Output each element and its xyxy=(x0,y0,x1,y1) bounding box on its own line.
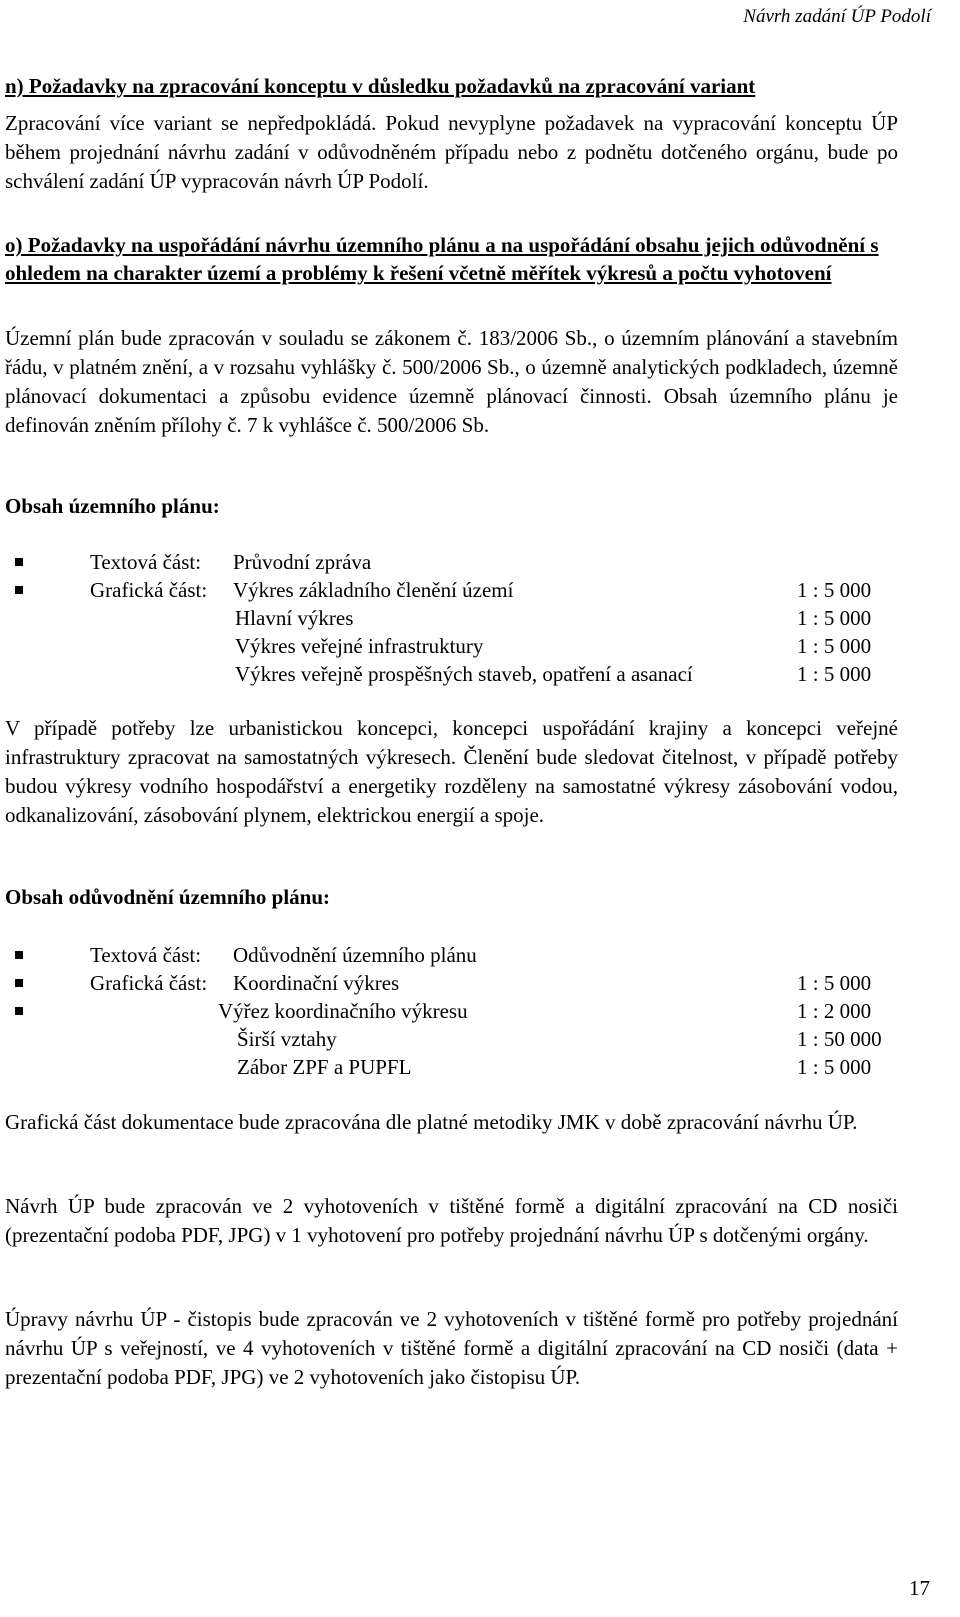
obsah-oduvodneni-heading: Obsah odůvodnění územního plánu: xyxy=(5,885,331,909)
item-text: Zábor ZPF a PUPFL xyxy=(237,1055,412,1079)
item-label: Grafická část: xyxy=(90,971,208,995)
list-item xyxy=(5,1025,898,1053)
item-text: Hlavní výkres xyxy=(235,606,354,630)
bullet-icon xyxy=(15,951,23,959)
section-o-heading: o) Požadavky na uspořádání návrhu územního plánu a na uspořádání obsahu jejich odůvodnění s ohledem na charakter území a problémy k řešení včetně měřítek výkresů a počtu vyhotovení xyxy=(5,233,879,285)
paragraph-graficka-cast: Grafická část dokumentace bude zpracována dle platné metodiky JMK v době zpracování návrhu ÚP. xyxy=(5,1110,858,1134)
list-item xyxy=(5,604,898,632)
obsah-up-paragraph: V případě potřeby lze urbanistickou koncepci, koncepci uspořádání krajiny a koncepci veřejné infrastruktury zpracovat na samostatných výkresech. Členění bude sledovat čitelnost, v případě potřeby budou výkresy vodního hospodářství a energetiky rozděleny na samostatné výkresy zásobování vodou, odkanalizování, zásobování plynem, elektrickou energií a spoje. xyxy=(5,716,898,827)
paragraph-navrh-up: Návrh ÚP bude zpracován ve 2 vyhotoveních v tištěné formě a digitální zpracování na CD nosiči (prezentační podoba PDF, JPG) v 1 vyhotovení pro potřeby projednání návrhu ÚP s dotčenými orgány. xyxy=(5,1194,898,1247)
obsah-up-heading: Obsah územního plánu: xyxy=(5,494,220,518)
item-scale: 1 : 5 000 xyxy=(797,662,872,686)
item-text: Výřez koordinačního výkresu xyxy=(218,999,468,1023)
item-label: Textová část: xyxy=(90,550,202,574)
item-text: Výkres základního členění území xyxy=(233,578,514,602)
item-label: Textová část: xyxy=(90,943,202,967)
list-item xyxy=(5,1053,898,1081)
list-item xyxy=(5,941,898,969)
item-scale: 1 : 2 000 xyxy=(797,999,872,1023)
section-o-paragraph: Územní plán bude zpracován v souladu se zákonem č. 183/2006 Sb., o územním plánování a stavebním řádu, v platném znění, a v rozsahu vyhlášky č. 500/2006 Sb., o územně analytických podkladech, územně plánovací dokumentaci a způsobu evidence územně plánovací činnosti. Obsah územního plánu je definován zněním přílohy č. 7 k vyhlášce č. 500/2006 Sb. xyxy=(5,326,898,437)
item-text: Koordinační výkres xyxy=(233,971,400,995)
list-item xyxy=(5,969,898,997)
section-n-paragraph: Zpracování více variant se nepředpokládá. Pokud nevyplyne požadavek na vypracování konceptu ÚP během projednání návrhu zadání v odůvodněném případu nebo z podnětu dotčeného orgánu, bude po schválení zadání ÚP vypracován návrh ÚP Podolí. xyxy=(5,111,898,193)
list-item xyxy=(5,576,898,604)
list-item xyxy=(5,997,898,1025)
item-scale: 1 : 5 000 xyxy=(797,578,872,602)
item-label: Grafická část: xyxy=(90,578,208,602)
page-number: 17 xyxy=(909,1576,930,1600)
bullet-icon xyxy=(15,979,23,987)
item-text: Odůvodnění územního plánu xyxy=(233,943,477,967)
bullet-icon xyxy=(15,1007,23,1015)
bullet-icon xyxy=(15,558,23,566)
item-scale: 1 : 5 000 xyxy=(797,634,872,658)
item-text: Výkres veřejné infrastruktury xyxy=(235,634,484,658)
section-n-heading: n) Požadavky na zpracování konceptu v důsledku požadavků na zpracování variant xyxy=(5,74,756,98)
item-scale: 1 : 5 000 xyxy=(797,1055,872,1079)
item-text: Výkres veřejně prospěšných staveb, opatření a asanací xyxy=(235,662,693,686)
item-text: Průvodní zpráva xyxy=(233,550,372,574)
item-scale: 1 : 5 000 xyxy=(797,971,872,995)
list-item xyxy=(5,632,898,660)
item-scale: 1 : 50 000 xyxy=(797,1027,882,1051)
list-item xyxy=(5,660,898,688)
item-text: Širší vztahy xyxy=(237,1027,337,1051)
paragraph-upravy-navrhu: Úpravy návrhu ÚP - čistopis bude zpracován ve 2 vyhotoveních v tištěné formě pro potřeby projednání návrhu ÚP s veřejností, ve 4 vyhotoveních v tištěné formě a digitální zpracování na CD nosiči (data + prezentační podoba PDF, JPG) ve 2 vyhotoveních jako čistopisu ÚP. xyxy=(5,1307,898,1389)
item-scale: 1 : 5 000 xyxy=(797,606,872,630)
list-item xyxy=(5,548,898,576)
running-header: Návrh zadání ÚP Podolí xyxy=(743,6,931,27)
bullet-icon xyxy=(15,586,23,594)
